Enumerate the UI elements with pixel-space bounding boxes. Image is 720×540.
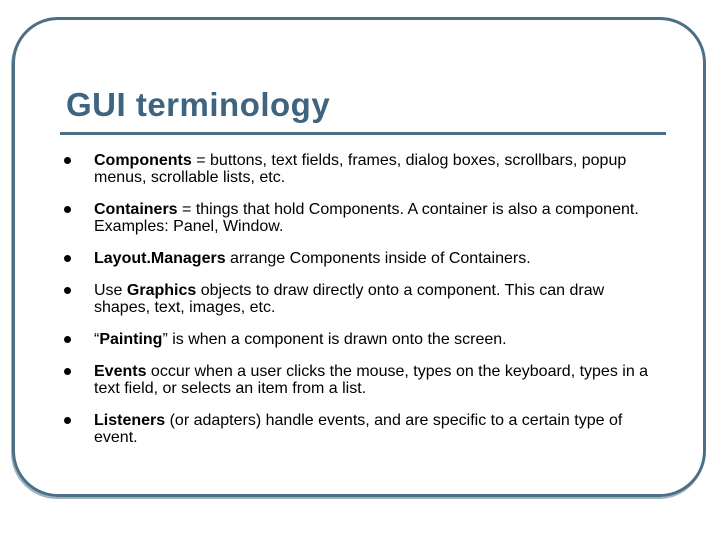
bullet-dot-icon [64,368,71,375]
bullet-text: arrange Components inside of Containers. [225,250,531,267]
bullet-graphics [60,282,660,316]
bullet-pre: “ [94,331,100,348]
bullet-layout-managers [60,250,660,267]
bullet-painting [60,331,660,348]
bullet-containers [60,201,660,235]
bullet-pre: Use [94,282,127,299]
bullet-dot-icon [64,287,71,294]
bullet-components [60,152,660,186]
bullet-text: occur when a user clicks the mouse, types on the keyboard, types in a text field, or selects an item from a list. [94,363,649,397]
slide-title: GUI terminology [66,86,331,123]
bullet-dot-icon [64,417,71,424]
bullet-term: Events [94,363,147,380]
bullet-term: Painting [99,331,163,348]
bullet-term: Layout.Managers [94,250,226,267]
bullet-text: objects to draw directly onto a component. This can draw shapes, text, images, etc. [94,282,605,316]
bullet-dot-icon [64,255,71,262]
bullet-events [60,363,660,397]
bullet-text: = buttons, text fields, frames, dialog boxes, scrollbars, popup menus, scrollable lists, etc. [94,152,627,186]
bullet-text: (or adapters) handle events, and are specific to a certain type of event. [94,412,623,446]
bullet-dot-icon [64,206,71,213]
bullet-dot-icon [64,336,71,343]
bullet-dot-icon [64,157,71,164]
bullet-list [60,152,660,446]
bullet-text: = things that hold Components. A container is also a component. Examples: Panel, Window. [94,201,639,235]
bullet-term: Components [94,152,192,169]
bullet-term: Containers [94,201,178,218]
bullet-listeners [60,412,660,446]
bullet-term: Graphics [126,282,197,299]
title-divider [60,132,666,135]
bullet-term: Listeners [94,412,166,429]
bullet-text: ” is when a component is drawn onto the screen. [162,331,507,348]
